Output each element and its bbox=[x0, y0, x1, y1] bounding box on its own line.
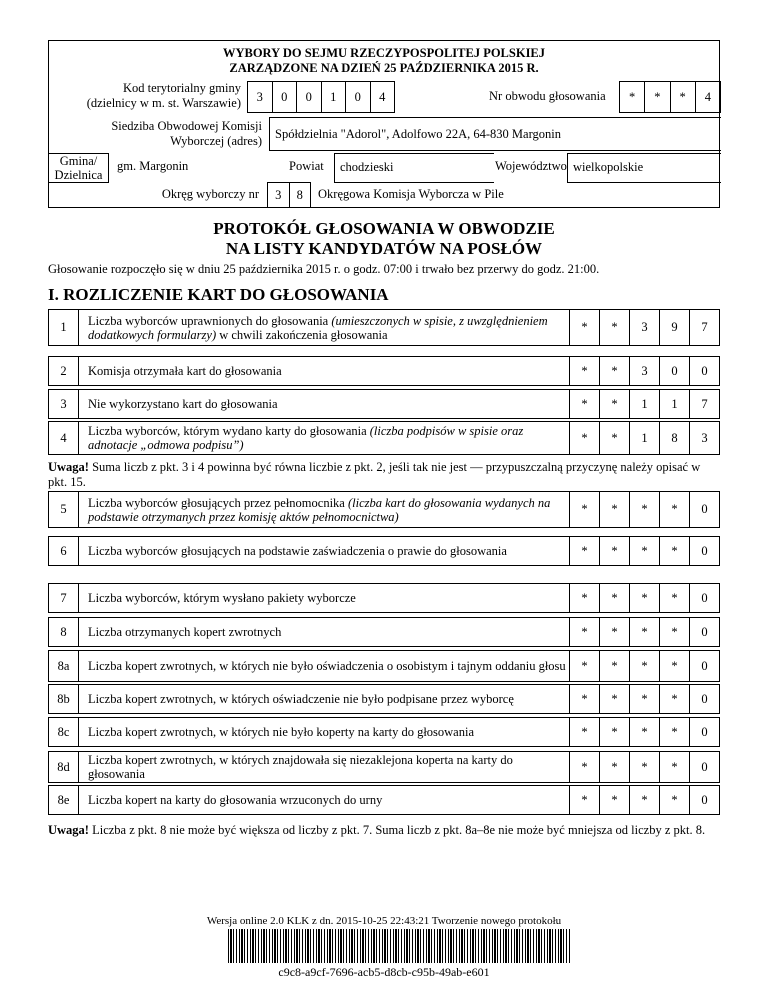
row-digits bbox=[569, 310, 719, 345]
row-number: 5 bbox=[49, 492, 79, 527]
row-description-content bbox=[88, 397, 278, 411]
row-number: 8d bbox=[49, 752, 79, 782]
row-description bbox=[88, 718, 568, 746]
wojewodztwo-value: wielkopolskie bbox=[567, 153, 721, 183]
note-1 bbox=[48, 460, 720, 490]
digit-box: * bbox=[569, 618, 599, 646]
digit-box: 0 bbox=[689, 786, 719, 814]
digit-box: * bbox=[659, 492, 689, 527]
row-number: 3 bbox=[49, 390, 79, 418]
row-text: Liczba kopert zwrotnych, w których nie było oświadczenia o osobistym i tajnym oddaniu głosu bbox=[88, 659, 566, 673]
digit-box: * bbox=[619, 81, 645, 113]
gmina-label bbox=[49, 153, 109, 183]
digit-box: * bbox=[659, 618, 689, 646]
row-italic: (umieszczonych w spisie, z uwzględnieniem dodatkowych formularzy) bbox=[88, 313, 548, 342]
row-description-content bbox=[88, 544, 507, 558]
powiat-label: Powiat bbox=[289, 159, 324, 173]
nr-obwodu-label: Nr obwodu głosowania bbox=[489, 89, 606, 103]
digit-box: 8 bbox=[289, 182, 312, 208]
row-italic: (liczba podpisów w spisie oraz adnotacje „odmowa podpisu”) bbox=[88, 424, 524, 452]
digit-box: * bbox=[569, 422, 599, 454]
row-text: Liczba wyborców głosujących na podstawie zaświadczenia o prawie do głosowania bbox=[88, 544, 507, 558]
gmina-label-line1: Gmina/ bbox=[59, 154, 98, 168]
digit-box: * bbox=[599, 492, 629, 527]
row-description-content bbox=[88, 424, 568, 452]
row-description bbox=[88, 310, 568, 345]
header-box bbox=[48, 40, 720, 208]
row-number: 8 bbox=[49, 618, 79, 646]
digit-box: * bbox=[629, 492, 659, 527]
table-row bbox=[48, 650, 720, 682]
row-number: 8e bbox=[49, 786, 79, 814]
digit-box: * bbox=[569, 492, 599, 527]
kod-digits bbox=[247, 81, 395, 113]
digit-box: 0 bbox=[689, 492, 719, 527]
protocol-title bbox=[0, 219, 768, 259]
row-digits bbox=[569, 752, 719, 782]
row-number: 7 bbox=[49, 584, 79, 612]
election-title-line1: WYBORY DO SEJMU RZECZYPOSPOLITEJ POLSKIEJ bbox=[222, 46, 546, 60]
digit-box: 0 bbox=[689, 584, 719, 612]
note-2-text: Liczba z pkt. 8 nie może być większa od liczby z pkt. 7. Suma liczb z pkt. 8a–8e nie może być mniejsza od liczby z pkt. 8. bbox=[88, 823, 706, 837]
row-text: Liczba wyborców, którym wydano karty do głosowania bbox=[88, 424, 370, 438]
digit-box: * bbox=[659, 786, 689, 814]
digit-box: 0 bbox=[689, 357, 719, 385]
row-description bbox=[88, 537, 568, 565]
digit-box: * bbox=[569, 718, 599, 746]
digit-box: 3 bbox=[267, 182, 290, 208]
table-row bbox=[48, 389, 720, 419]
row-description-content bbox=[88, 625, 281, 639]
row-description bbox=[88, 422, 568, 454]
siedziba-label-line2: Wyborczej (adres) bbox=[170, 134, 262, 148]
note-1-bold: Uwaga! bbox=[48, 460, 89, 474]
table-row bbox=[48, 421, 720, 455]
digit-box: 0 bbox=[345, 81, 371, 113]
digit-box: * bbox=[599, 390, 629, 418]
row-description-content bbox=[88, 725, 474, 739]
digit-box: 1 bbox=[629, 390, 659, 418]
digit-box: * bbox=[629, 584, 659, 612]
digit-box: * bbox=[629, 618, 659, 646]
digit-box: * bbox=[599, 651, 629, 681]
row-number: 4 bbox=[49, 422, 79, 454]
row-text: Nie wykorzystano kart do głosowania bbox=[88, 397, 278, 411]
row-text: Liczba wyborców uprawnionych do głosowania bbox=[88, 313, 332, 328]
table-row bbox=[48, 717, 720, 747]
row-description-content bbox=[88, 314, 568, 342]
digit-box: * bbox=[659, 685, 689, 713]
powiat-value: chodzieski bbox=[334, 153, 494, 183]
digit-box: * bbox=[659, 752, 689, 782]
row-description bbox=[88, 390, 568, 418]
digit-box: * bbox=[599, 786, 629, 814]
digit-box: 1 bbox=[629, 422, 659, 454]
row-digits bbox=[569, 357, 719, 385]
digit-box: * bbox=[659, 537, 689, 565]
siedziba-label-line1: Siedziba Obwodowej Komisji bbox=[111, 119, 262, 133]
digit-box: 0 bbox=[689, 718, 719, 746]
barcode-image bbox=[228, 929, 570, 963]
digit-box: * bbox=[569, 390, 599, 418]
digit-box: 3 bbox=[689, 422, 719, 454]
digit-box: * bbox=[569, 584, 599, 612]
digit-box: * bbox=[599, 422, 629, 454]
election-title-line2: ZARZĄDZONE NA DZIEŃ 25 PAŹDZIERNIKA 2015 R. bbox=[229, 61, 539, 75]
wojewodztwo-label: Województwo bbox=[495, 159, 567, 173]
digit-box: 3 bbox=[629, 357, 659, 385]
digit-box: * bbox=[599, 310, 629, 345]
row-description bbox=[88, 651, 568, 681]
digit-box: 4 bbox=[695, 81, 721, 113]
digit-box: 4 bbox=[370, 81, 396, 113]
row-description-content bbox=[88, 659, 566, 673]
digit-box: * bbox=[569, 685, 599, 713]
digit-box: * bbox=[629, 651, 659, 681]
row-text: Liczba wyborców głosujących przez pełnomocnika bbox=[88, 495, 348, 510]
digit-box: * bbox=[599, 537, 629, 565]
digit-box: * bbox=[569, 651, 599, 681]
row-description-content bbox=[88, 793, 382, 807]
digit-box: * bbox=[569, 357, 599, 385]
table-row bbox=[48, 583, 720, 613]
digit-box: * bbox=[629, 685, 659, 713]
row-text: Komisja otrzymała kart do głosowania bbox=[88, 364, 282, 378]
digit-box: 0 bbox=[272, 81, 298, 113]
row-digits bbox=[569, 584, 719, 612]
digit-box: 7 bbox=[689, 310, 719, 345]
digit-box: * bbox=[659, 584, 689, 612]
row-digits bbox=[569, 718, 719, 746]
row-number: 8b bbox=[49, 685, 79, 713]
footer-id: c9c8-a9cf-7696-acb5-d8cb-c95b-49ab-e601 bbox=[278, 965, 490, 979]
row-italic: (liczba kart do głosowania wydanych na podstawie otrzymanych przez komisję aktów pełnomocnictwa) bbox=[88, 495, 551, 524]
kod-label-line1: Kod terytorialny gminy bbox=[122, 81, 241, 95]
digit-box: * bbox=[670, 81, 696, 113]
row-number: 8c bbox=[49, 718, 79, 746]
row-text: Liczba wyborców, którym wysłano pakiety wyborcze bbox=[88, 591, 356, 605]
siedziba-value: Spółdzielnia "Adorol", Adolfowo 22A, 64-830 Margonin bbox=[269, 117, 721, 151]
digit-box: * bbox=[599, 718, 629, 746]
kod-label-line2: (dzielnicy w m. st. Warszawie) bbox=[86, 96, 241, 110]
note-2 bbox=[48, 823, 720, 838]
digit-box: * bbox=[599, 584, 629, 612]
table-row bbox=[48, 684, 720, 714]
row-description-content bbox=[88, 591, 356, 605]
digit-box: * bbox=[599, 685, 629, 713]
table-row bbox=[48, 751, 720, 783]
intro-text: Głosowanie rozpoczęło się w dniu 25 października 2015 r. o godz. 07:00 i trwało bez przerwy do godz. 21:00. bbox=[48, 262, 600, 276]
election-title bbox=[49, 46, 719, 76]
row-digits bbox=[569, 786, 719, 814]
digit-box: 1 bbox=[659, 390, 689, 418]
row-digits bbox=[569, 651, 719, 681]
digit-box: * bbox=[569, 537, 599, 565]
row-description-content bbox=[88, 753, 568, 781]
digit-box: * bbox=[599, 752, 629, 782]
digit-box: * bbox=[569, 310, 599, 345]
digit-box: 3 bbox=[629, 310, 659, 345]
table-row bbox=[48, 617, 720, 647]
row-description-content bbox=[88, 496, 568, 524]
okreg-digits bbox=[267, 182, 311, 208]
protocol-title-line2: NA LISTY KANDYDATÓW NA POSŁÓW bbox=[225, 239, 543, 258]
row-description bbox=[88, 752, 568, 782]
row-digits bbox=[569, 492, 719, 527]
digit-box: * bbox=[599, 618, 629, 646]
row-text: Liczba kopert na karty do głosowania wrzuconych do urny bbox=[88, 793, 383, 807]
digit-box: * bbox=[659, 718, 689, 746]
row-description bbox=[88, 584, 568, 612]
digit-box: * bbox=[599, 357, 629, 385]
digit-box: 9 bbox=[659, 310, 689, 345]
digit-box: 7 bbox=[689, 390, 719, 418]
digit-box: 0 bbox=[659, 357, 689, 385]
kod-label bbox=[49, 81, 241, 111]
row-text: Liczba kopert zwrotnych, w których oświadczenie nie było podpisane przez wyborcę bbox=[88, 692, 514, 706]
digit-box: * bbox=[569, 752, 599, 782]
digit-box: * bbox=[629, 537, 659, 565]
row-description-content bbox=[88, 692, 514, 706]
row-number: 1 bbox=[49, 310, 79, 345]
note-2-bold: Uwaga! bbox=[48, 823, 89, 837]
row-digits bbox=[569, 390, 719, 418]
digit-box: * bbox=[629, 786, 659, 814]
note-1-text: Suma liczb z pkt. 3 i 4 powinna być równa liczbie z pkt. 2, jeśli tak nie jest — przypuszczalną przyczynę należy opisać w pkt. 15. bbox=[48, 460, 701, 489]
row-text: Liczba kopert zwrotnych, w których nie było koperty na karty do głosowania bbox=[88, 725, 474, 739]
table-row bbox=[48, 491, 720, 528]
row-number: 8a bbox=[49, 651, 79, 681]
row-text: Liczba otrzymanych kopert zwrotnych bbox=[88, 625, 282, 639]
footer-version: Wersja online 2.0 KLK z dn. 2015-10-25 22:43:21 Tworzenie nowego protokołu bbox=[206, 915, 562, 927]
row-description bbox=[88, 685, 568, 713]
row-description bbox=[88, 492, 568, 527]
row-digits bbox=[569, 422, 719, 454]
row-digits bbox=[569, 618, 719, 646]
gmina-label-line2: Dzielnica bbox=[54, 168, 103, 182]
gmina-value: gm. Margonin bbox=[117, 159, 189, 173]
digit-box: 0 bbox=[689, 685, 719, 713]
table-row bbox=[48, 356, 720, 386]
okreg-value: Okręgowa Komisja Wyborcza w Pile bbox=[318, 187, 504, 201]
table-row bbox=[48, 536, 720, 566]
digit-box: 1 bbox=[321, 81, 347, 113]
protocol-title-line1: PROTOKÓŁ GŁOSOWANIA W OBWODZIE bbox=[213, 219, 555, 238]
row-description bbox=[88, 786, 568, 814]
digit-box: 0 bbox=[689, 752, 719, 782]
digit-box: * bbox=[644, 81, 670, 113]
nr-obwodu-digits bbox=[619, 81, 721, 113]
digit-box: * bbox=[629, 718, 659, 746]
table-row bbox=[48, 785, 720, 815]
row-text: Liczba kopert zwrotnych, w których znajdowała się niezaklejona koperta na karty do głosowania bbox=[88, 753, 513, 781]
digit-box: 3 bbox=[247, 81, 273, 113]
digit-box: 0 bbox=[296, 81, 322, 113]
okreg-label: Okręg wyborczy nr bbox=[161, 187, 259, 201]
row-number: 6 bbox=[49, 537, 79, 565]
section-title: I. ROZLICZENIE KART DO GŁOSOWANIA bbox=[48, 285, 389, 304]
row-description-content bbox=[88, 364, 282, 378]
digit-box: 8 bbox=[659, 422, 689, 454]
table-row bbox=[48, 309, 720, 346]
row-digits bbox=[569, 537, 719, 565]
row-description bbox=[88, 618, 568, 646]
digit-box: 0 bbox=[689, 537, 719, 565]
siedziba-label bbox=[49, 119, 262, 149]
digit-box: * bbox=[629, 752, 659, 782]
row-text2: w chwili zakończenia głosowania bbox=[216, 327, 388, 342]
digit-box: 0 bbox=[689, 618, 719, 646]
digit-box: 0 bbox=[689, 651, 719, 681]
row-digits bbox=[569, 685, 719, 713]
digit-box: * bbox=[569, 786, 599, 814]
digit-box: * bbox=[659, 651, 689, 681]
row-description bbox=[88, 357, 568, 385]
row-number: 2 bbox=[49, 357, 79, 385]
